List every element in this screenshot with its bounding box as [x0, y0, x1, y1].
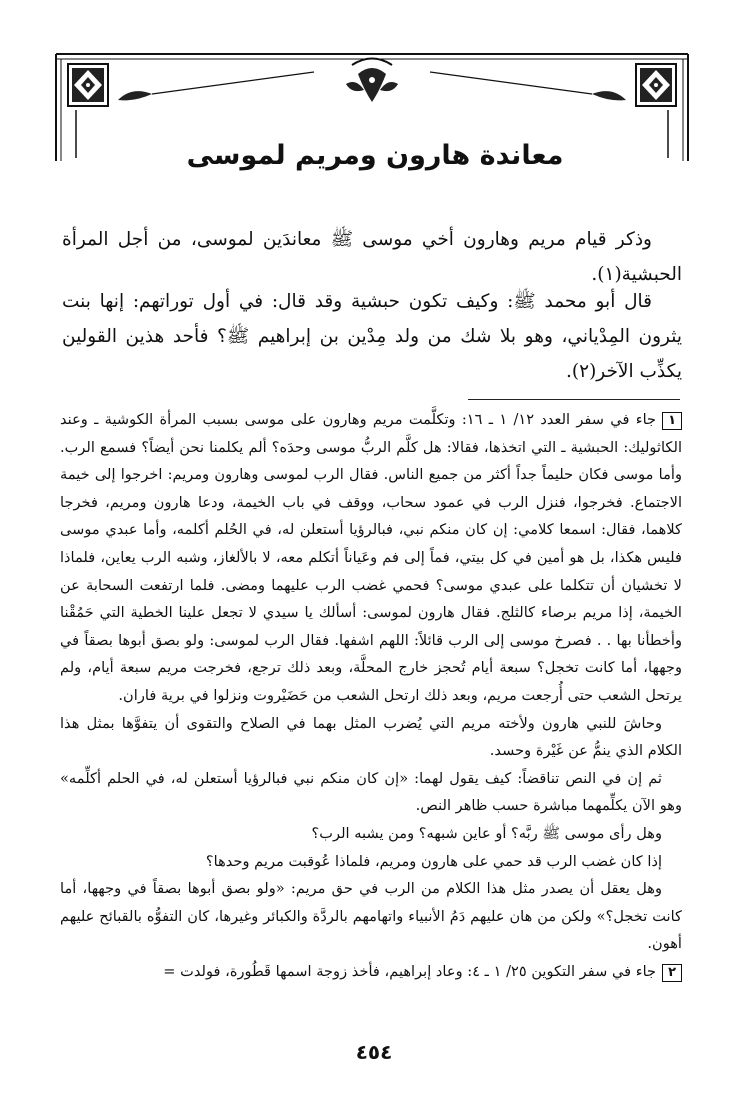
footnote-separator	[468, 399, 680, 400]
page-number: ٤٥٤	[355, 1040, 393, 1064]
footnote-1-line-3: ثم إن في النص تناقضاً: كيف يقول لهما: «إن كان منكم نبي فبالرؤيا أستعلن له، في الحلم أكلِّمه» وهو الآن يكلِّمهما مباشرة حسب ظاهر النص.	[60, 769, 682, 815]
main-text-2	[62, 284, 682, 389]
footnote-1-text: جاء في سفر العدد ١٢/ ١ ـ ١٦: وتكلَّمت مريم وهارون على موسى بسبب المرأة الكوشية ـ وعند الكاثوليك: الحبشية ـ التي اتخذها، فقالا: هل كلَّم الربُّ موسى وحدَه؟ ألم يكلمنا نحن أيضاً؟ فسمع الرب. وأما موسى فكان حليماً جداً أكثر من جميع الناس. فقال الرب لموسى وهارون ومريم: اخرجوا إلى خيمة الاجتماع. فخرجوا، فنزل الرب في عمود سحاب، ووقف في باب الخيمة، ودعا هارون ومريم، فخرجا كلاهما، فقال: اسمعا كلامي: إن كان منكم نبي، فبالرؤيا أستعلن له، في الحُلم أكلمه، وأما عبدي موسى فليس هكذا، بل هو أمين في كل بيتي، فماً إلى فم وعَياناً أتكلم معه، لا بالألغاز، وشبه الرب يعاين، فلماذا لا تخشيان أن تتكلما على عبدي موسى؟ فحمي غضب الرب عليهما ومضى. فلما ارتفعت السحابة عن الخيمة، إذا مريم برصاء كالثلج. فقال هارون لموسى: أسألك يا سيدي لا تجعل علينا الخطية التي حَمُقْنا وأخطأنا بها . . فصرخ موسى إلى الرب قائلاً: اللهم اشفها. فقال الرب لموسى: ولو بصق أبوها بصقاً في وجهها، أما كانت تخجل؟ سبعة أيام تُحجز خارج المحلَّة، وبعد ذلك ترجع، فخرجت مريم سبعة أيام، ولم يرتحل الشعب حتى أُرجعت مريم، وبعد ذلك ارتحل الشعب من حَضَيْروت ونزلوا في برية فاران.	[60, 411, 682, 704]
footnotes	[60, 406, 682, 985]
footnote-2-text: جاء في سفر التكوين ٢٥/ ١ ـ ٤: وعاد إبراهيم، فأخذ زوجة اسمها قَطُورة، فولدت =	[163, 962, 657, 980]
footnote-1-line-4: وهل رأى موسى ﷺ ربَّه؟ أو عاين شبهه؟ ومن يشبه الرب؟	[311, 824, 662, 842]
paragraph-1: وذكر قيام مريم وهارون أخي موسى ﷺ معاندَين لموسى، من أجل المرأة الحبشية(١).	[62, 229, 682, 285]
footnote-1-line-5: إذا كان غضب الرب قد حمي على هارون ومريم، فلماذا عُوقبت مريم وحدها؟	[205, 852, 662, 870]
footnote-1-line-6: وهل يعقل أن يصدر مثل هذا الكلام من الرب في حق مريم: «ولو بصق أبوها بصقاً في وجهها، أما كانت تخجل؟» ولكن من هان عليهم دَمُ الأنبياء واتهامهم بالردَّة والكبائر وغيرها، كان التفوُّه بالقبائح عليهم أهون.	[60, 880, 682, 953]
footnote-1-marker: ١	[662, 412, 682, 430]
left-corner-ornament-icon	[68, 64, 108, 106]
chapter-title: معاندة هارون ومريم لموسى	[186, 140, 564, 171]
main-text	[62, 222, 682, 292]
right-corner-ornament-icon	[636, 64, 676, 106]
footnote-2-marker: ٢	[662, 964, 682, 982]
paragraph-2: قال أبو محمد ﷺ: وكيف تكون حبشية وقد قال: في أول توراتهم: إنها بنت يثرون المِدْياني، وهو بلا شك من ولد مِدْين بن إبراهيم ﷺ؟ فأحد هذين القولين يكذِّب الآخر(٢).	[62, 291, 682, 382]
footnote-1-line-2: وحاشَ للنبي هارون ولأخته مريم التي يُضرب المثل بهما في الصلاح والتقوى أن يتفوَّها بمثل هذا الكلام الذي ينمُّ عن غَيْرة وحسد.	[60, 714, 682, 760]
center-ornament-icon	[346, 59, 398, 103]
footnote-2	[60, 958, 682, 986]
footnote-1-line-1	[60, 406, 682, 710]
